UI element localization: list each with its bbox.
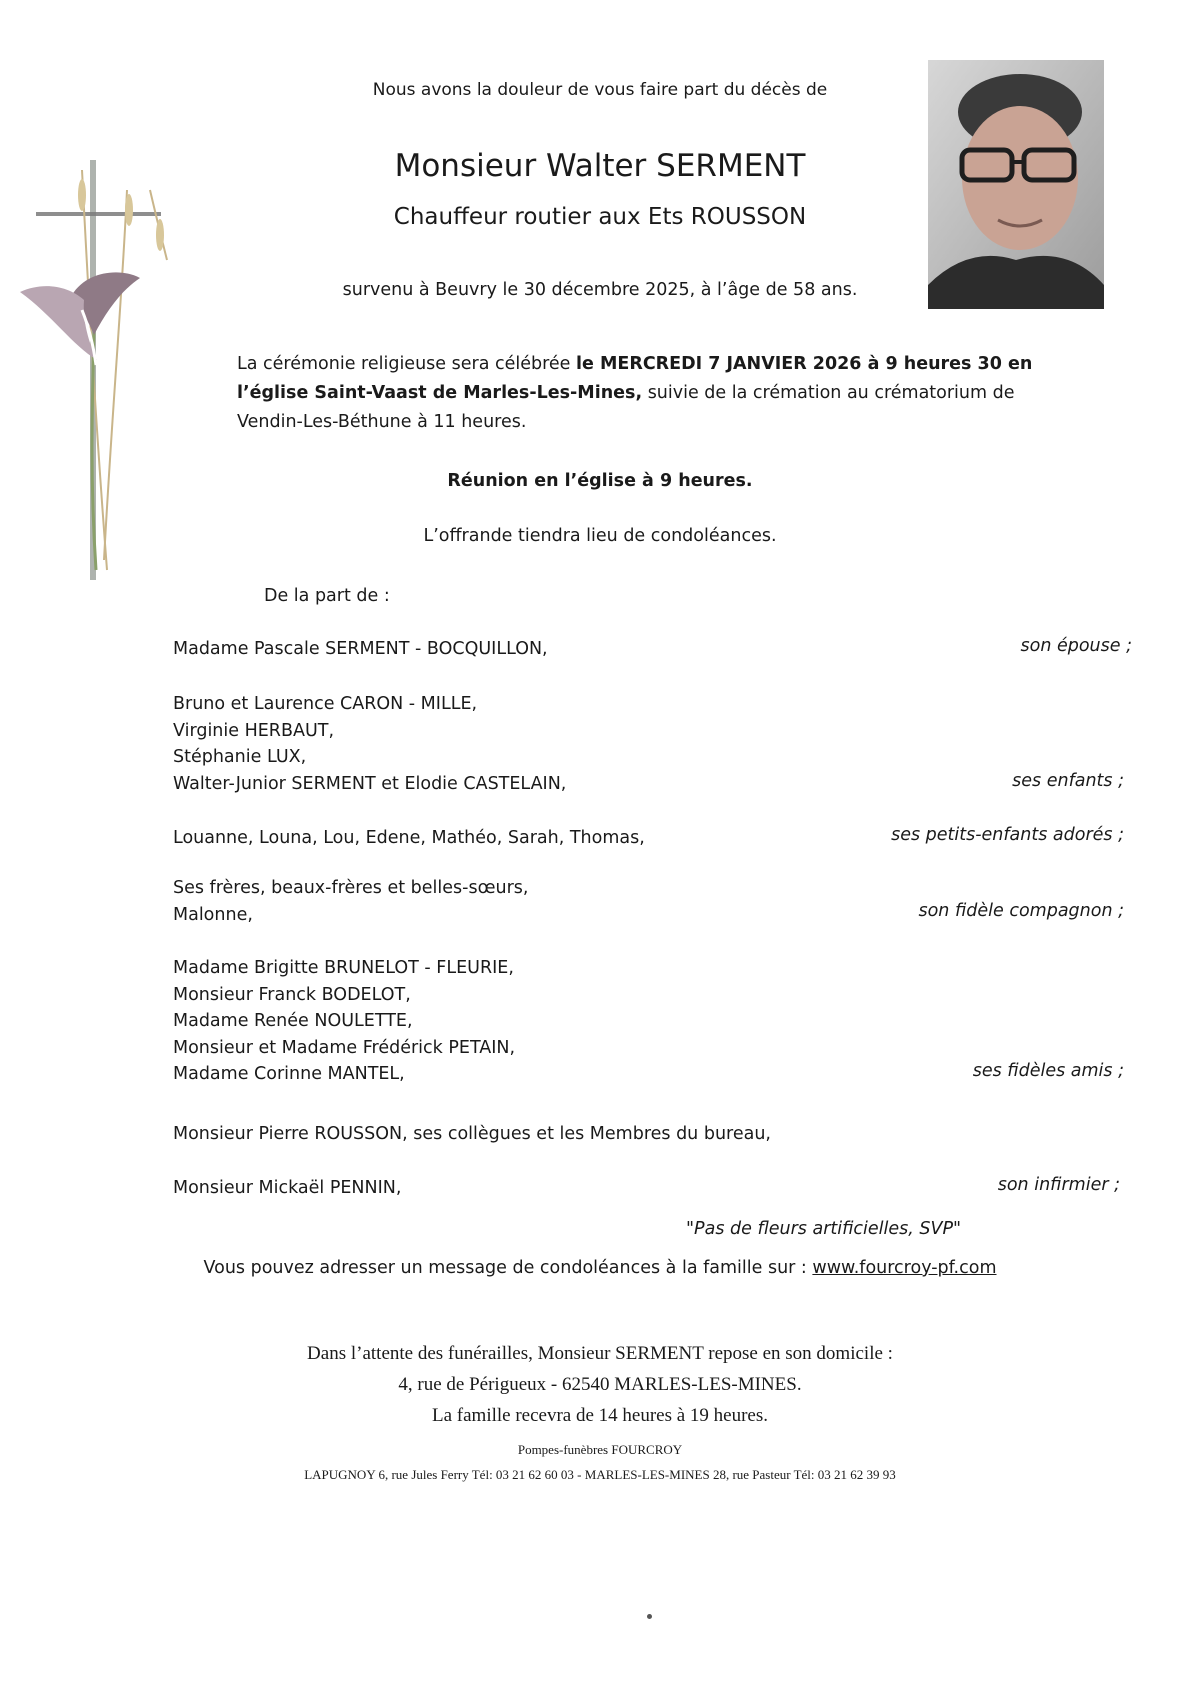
website-link[interactable]: www.fourcroy-pf.com: [812, 1258, 997, 1278]
family-member: Louanne, Louna, Lou, Edene, Mathéo, Sarah, Thomas,: [173, 828, 645, 848]
family-member: Monsieur Pierre ROUSSON, ses collègues et les Membres du bureau,: [173, 1124, 771, 1144]
family-member: Madame Corinne MANTEL,: [173, 1064, 405, 1084]
intro-text: Nous avons la douleur de vous faire part du décès de: [372, 80, 828, 100]
flowers-note: "Pas de fleurs artificielles, SVP": [686, 1219, 962, 1239]
deceased-occupation: Chauffeur routier aux Ets ROUSSON: [393, 204, 807, 230]
family-member: Monsieur et Madame Frédérick PETAIN,: [173, 1037, 516, 1058]
wake-info: [200, 1338, 1000, 1431]
relation-nurse: son infirmier ;: [997, 1175, 1120, 1195]
family-group-friends: [173, 955, 515, 1088]
cross-flower-decoration: [12, 150, 187, 580]
family-member: Madame Pascale SERMENT - BOCQUILLON,: [173, 639, 548, 659]
relation-grandchildren: ses petits-enfants adorés ;: [891, 825, 1124, 845]
relation-friends: ses fidèles amis ;: [972, 1061, 1124, 1081]
wake-line: Dans l’attente des funérailles, Monsieur SERMENT repose en son domicile :: [307, 1343, 893, 1364]
offering-note: L’offrande tiendra lieu de condoléances.: [423, 526, 777, 546]
family-member: Ses frères, beaux-frères et belles-sœurs,: [173, 878, 529, 898]
condolences-line: [100, 1258, 1100, 1278]
family-member: Virginie HERBAUT,: [173, 720, 335, 741]
relation-companion: son fidèle compagnon ;: [918, 901, 1124, 921]
family-member: Malonne,: [173, 904, 253, 925]
condolences-text: Vous pouvez adresser un message de condoléances à la famille sur :: [203, 1258, 813, 1278]
family-group-children: [173, 691, 566, 797]
ceremony-text-1: La cérémonie religieuse sera célébrée: [237, 354, 577, 374]
relation-spouse: son épouse ;: [1020, 636, 1132, 656]
ceremony-paragraph: [237, 350, 1067, 437]
portrait-photo: [928, 60, 1104, 309]
family-member: Monsieur Franck BODELOT,: [173, 984, 411, 1005]
deceased-name: Monsieur Walter SERMENT: [394, 148, 806, 184]
family-member: Madame Renée NOULETTE,: [173, 1011, 413, 1031]
family-member: Monsieur Mickaël PENNIN,: [173, 1178, 402, 1198]
wake-hours: La famille recevra de 14 heures à 19 heures.: [431, 1405, 769, 1426]
family-group-spouse: [173, 636, 548, 663]
death-details: survenu à Beuvry le 30 décembre 2025, à l’âge de 58 ans.: [342, 280, 858, 300]
family-group-nurse: [173, 1175, 401, 1202]
family-group-grandchildren: [173, 825, 645, 852]
family-member: Bruno et Laurence CARON - MILLE,: [173, 694, 478, 714]
reunion-note: Réunion en l’église à 9 heures.: [447, 471, 753, 491]
family-group-siblings: [173, 875, 528, 928]
scan-speck: [647, 1614, 652, 1619]
family-member: Walter-Junior SERMENT et Elodie CASTELAIN,: [173, 773, 567, 794]
ceremony-date-place: le MERCREDI 7 JANVIER 2026 à 9 heures 30 en l’église Saint-Vaast de Marles-Les-Mines,: [237, 354, 1033, 403]
relation-children: ses enfants ;: [1012, 771, 1124, 791]
family-group-colleagues: [173, 1121, 771, 1148]
family-member: Madame Brigitte BRUNELOT - FLEURIE,: [173, 958, 514, 978]
wake-address: 4, rue de Périgueux - 62540 MARLES-LES-MINES.: [398, 1374, 802, 1395]
funeral-home-addresses: LAPUGNOY 6, rue Jules Ferry Tél: 03 21 62 60 03 - MARLES-LES-MINES 28, rue Pasteur Tél: 03 21 62 39 93: [304, 1467, 896, 1482]
family-member: Stéphanie LUX,: [173, 747, 307, 767]
from-label: De la part de :: [264, 586, 390, 606]
funeral-home-name: Pompes-funèbres FOURCROY: [517, 1442, 683, 1457]
ceremony-text-2: suivie de la crémation au crématorium de Vendin-Les-Béthune à 11 heures.: [237, 383, 1015, 432]
